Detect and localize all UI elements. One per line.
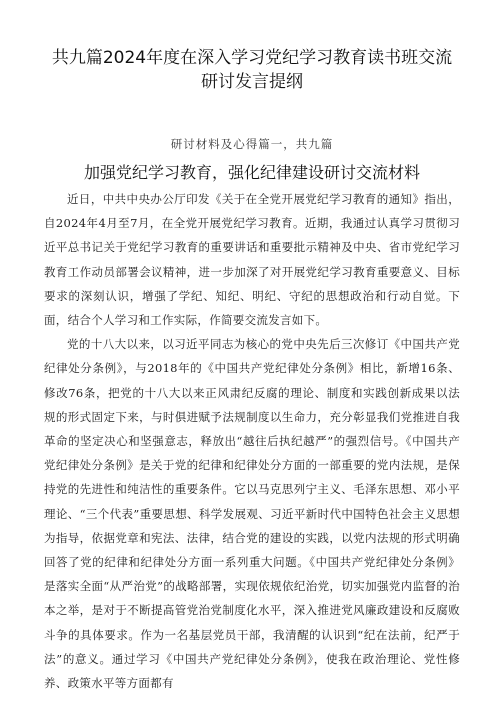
body-paragraph-2: 党的十八大以来，以习近平同志为核心的党中央先后三次修订《中国共产党纪律处分条例》，与2018年的《中国共产党纪律处分条例》相比，新增16条、修改76条，把党的十八大以来正风肃纪反腐的理论、制度和实践创新成果以法规的形式固定下来，与时俱进赋予法规制度以生命力，充分彰显我们党推进自我革命的坚定决心和坚强意志，释放出“越往后执纪越严”的强烈信号。《中国共产党纪律处分条例》是关于党的纪律和纪律处分方面的一部重要的党内法规，是保持党的先进性和纯洁性的重要条件。它以马克思列宁主义、毛泽东思想、邓小平理论、“三个代表”重要思想、科学发展观、习近平新时代中国特色社会主义思想为指导，依据党章和宪法、法律，结合党的建设的实践，以党内法规的形式明确回答了党的纪律和纪律处分方面一系列重大问题。《中国共产党纪律处分条例》是落实全面“从严治党”的战略部署，实现依规依纪治党，切实加强党内监督的治本之举，是对于不断提高管党治党制度化水平，深入推进党风廉政建设和反腐败斗争的具体要求。作为一名基层党员干部，我清醒的认识到“纪在法前，纪严于法”的意义。通过学习《中国共产党纪律处分条例》，使我在政治理论、党性修养、政策水平等方面都有 [44, 337, 460, 691]
document-title-line-2: 研讨发言提纲 [201, 72, 303, 92]
document-title-line-1: 共九篇2024年度在深入学习党纪学习教育读书班交流 [51, 48, 453, 68]
document-title [44, 46, 460, 94]
body-paragraph-1: 近日，中共中央办公厅印发《关于在全党开展党纪学习教育的通知》指出，自2024年4月至7月，在全党开展党纪学习教育。近期，我通过认真学习贯彻习近平总书记关于党纪学习教育的重要讲话和重要批示精神及中央、省市党纪学习教育工作动员部署会议精神，进一步加深了对开展党纪学习教育重要意义、目标要求的深刻认识，增强了学纪、知纪、明纪、守纪的思想政治和行动自觉。下面，结合个人学习和工作实际，作简要交流发言如下。 [44, 192, 460, 328]
document-subhead: 研讨材料及心得篇一，共九篇 [170, 137, 334, 151]
section-title: 加强党纪学习教育，强化纪律建设研讨交流材料 [83, 163, 420, 182]
